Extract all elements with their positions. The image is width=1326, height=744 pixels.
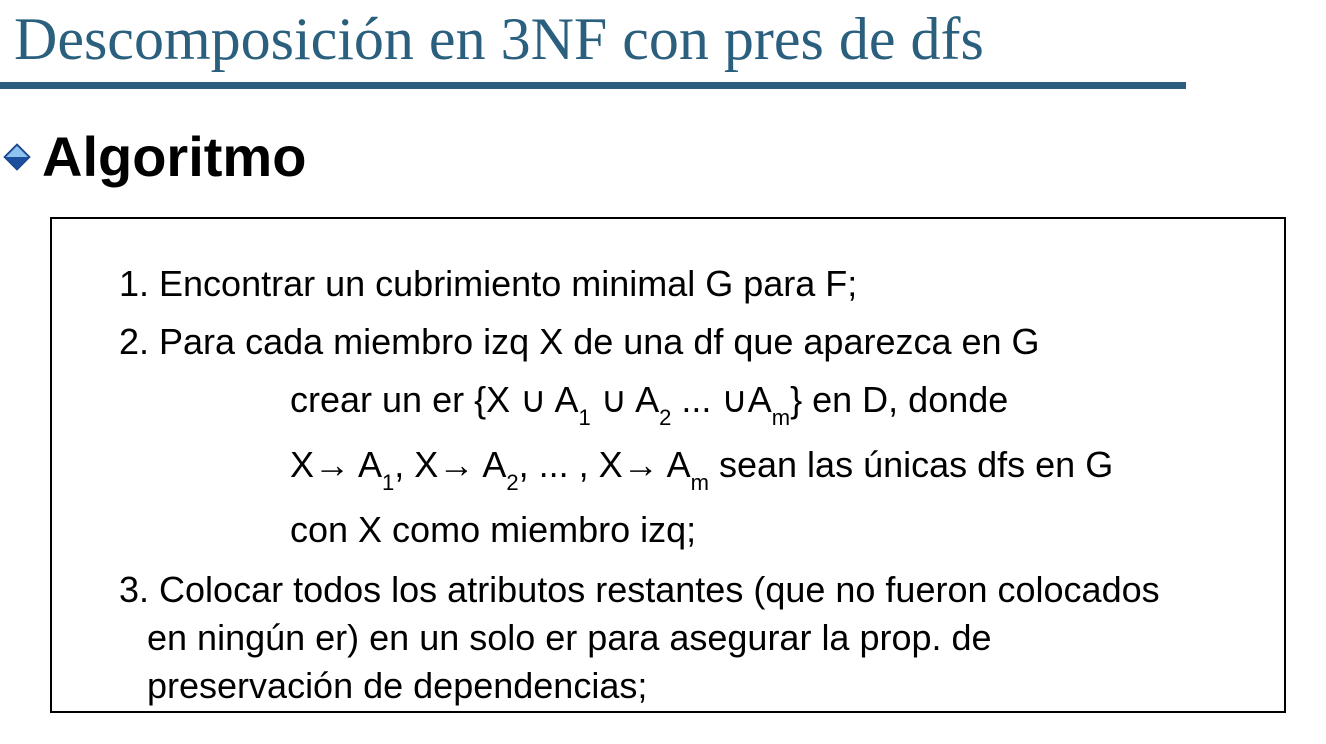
fd-text: , X→ A <box>394 444 507 485</box>
step-2-create-er <box>290 378 1009 430</box>
create-er-text: crear un er {X ∪ A <box>290 379 579 420</box>
step-3-line-2: en ningún er) en un solo er para asegurar la prop. de <box>147 617 992 658</box>
bullet-text: Algoritmo <box>42 125 307 188</box>
create-er-text: } en D, donde <box>790 379 1009 420</box>
step-1: 1. Encontrar un cubrimiento minimal G para F; <box>119 263 858 304</box>
subscript: 2 <box>506 470 519 495</box>
fd-text: , ... , X→ A <box>518 444 691 485</box>
title-underline <box>0 82 1186 89</box>
step-3-line-1: 3. Colocar todos los atributos restantes (que no fueron colocados <box>119 569 1160 610</box>
step-3-line-3: preservación de dependencias; <box>147 665 648 706</box>
subscript: 1 <box>578 405 591 430</box>
algorithm-box <box>50 217 1286 713</box>
fd-text: sean las únicas dfs en G <box>708 444 1114 485</box>
subscript: m <box>690 470 709 495</box>
step-2-dependencies <box>290 443 1114 495</box>
create-er-text: ∪ A <box>590 379 660 420</box>
fd-text: X→ A <box>290 444 383 485</box>
subscript: 2 <box>659 405 672 430</box>
bullet-algoritmo <box>2 124 306 190</box>
step-2-end: con X como miembro izq; <box>290 509 697 550</box>
subscript: 1 <box>382 470 395 495</box>
subscript: m <box>771 405 791 430</box>
diamond-bullet-icon <box>2 142 32 172</box>
slide-title: Descomposición en 3NF con pres de dfs <box>14 6 984 72</box>
create-er-text: ... ∪A <box>671 379 772 420</box>
step-2: 2. Para cada miembro izq X de una df que aparezca en G <box>119 321 1040 362</box>
